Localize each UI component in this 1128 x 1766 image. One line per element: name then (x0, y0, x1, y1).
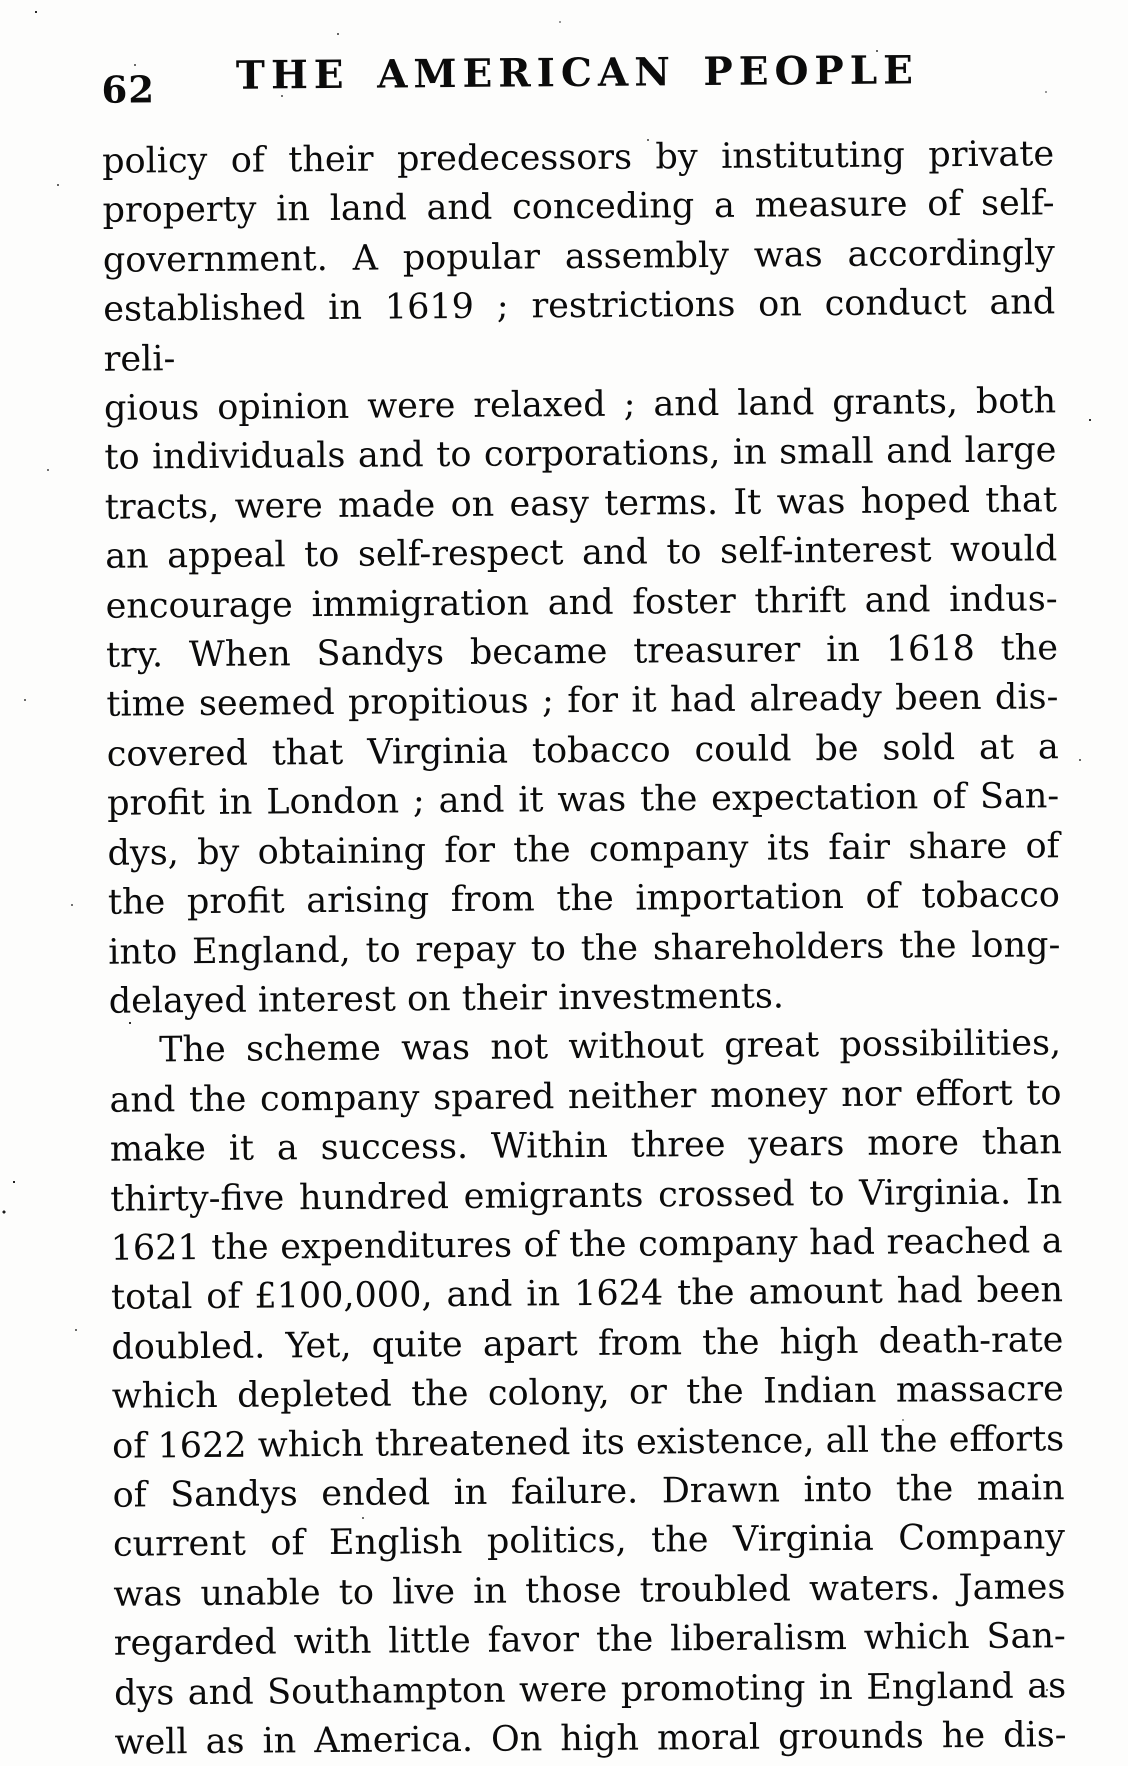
text-line: was unable to live in those troubled waters. James (113, 1567, 1066, 1615)
text-line: 1621 the expenditures of the company had reached a (110, 1221, 1063, 1269)
text-line: the profit arising from the importation of tobacco (107, 875, 1061, 923)
text-line: delayed interest on their investments. (108, 976, 785, 1022)
text-line: an appeal to self-respect and to self-interest would (105, 529, 1058, 577)
text-line: policy of their predecessors by instituting private (101, 134, 1055, 182)
text-line: time seemed propitious ; for it had already been dis- (106, 677, 1059, 726)
text-line: which depleted the colony, or the Indian massacre (111, 1369, 1064, 1417)
page-header (101, 46, 1053, 111)
text-line: total of £100,000, and in 1624 the amount had been (110, 1270, 1064, 1319)
paragraph (102, 130, 1061, 1027)
paragraph (109, 1020, 1067, 1766)
text-line: and the company spared neither money nor effort to (109, 1072, 1062, 1121)
text-line: of Sandys ended in failure. Drawn into the main (112, 1468, 1065, 1516)
page-content (101, 46, 1066, 1766)
text-line: property in land and conceding a measure of self- (102, 183, 1055, 232)
text-line: regarded with little favor the liberalism which San- (113, 1616, 1066, 1664)
text-line: encourage immigration and foster thrift and indus- (105, 578, 1058, 627)
text-line: dys and Southampton were promoting in England as (114, 1665, 1067, 1714)
text-line: doubled. Yet, quite apart from the high death-rate (111, 1319, 1064, 1368)
text-line: thirty-five hundred emigrants crossed to Virginia. In (110, 1171, 1063, 1220)
running-header-title: THE AMERICAN PEOPLE (235, 47, 920, 99)
page-number: 62 (101, 67, 156, 112)
text-line: profit in London ; and it was the expectation of San- (107, 776, 1060, 825)
text-line: tracts, were made on easy terms. It was hoped that (104, 480, 1057, 528)
text-line: gious opinion were relaxed ; and land grants, both (103, 381, 1057, 429)
text-line: try. When Sandys became treasurer in 1618 the (105, 628, 1059, 676)
text-line: established in 1619 ; restrictions on conduct and reli- (103, 282, 1056, 380)
text-line: into England, to repay to the shareholders the long- (108, 924, 1061, 973)
text-line: to individuals and to corporations, in small and large (104, 430, 1057, 479)
text-line: make it a success. Within three years more than (109, 1122, 1063, 1170)
text-line: covered that Virginia tobacco could be sold at a (106, 727, 1059, 775)
text-line: government. A popular assembly was accordingly (102, 233, 1056, 281)
text-line: The scheme was not without great possibilities, (158, 1023, 1062, 1071)
text-line: well as in America. On high moral grounds he dis- (114, 1715, 1067, 1763)
text-line: dys, by obtaining for the company its fair share of (107, 825, 1060, 874)
body-text (102, 130, 1067, 1766)
text-line: of 1622 which threatened its existence, all the efforts (112, 1418, 1065, 1467)
text-line: current of English politics, the Virginia Company (112, 1517, 1066, 1566)
